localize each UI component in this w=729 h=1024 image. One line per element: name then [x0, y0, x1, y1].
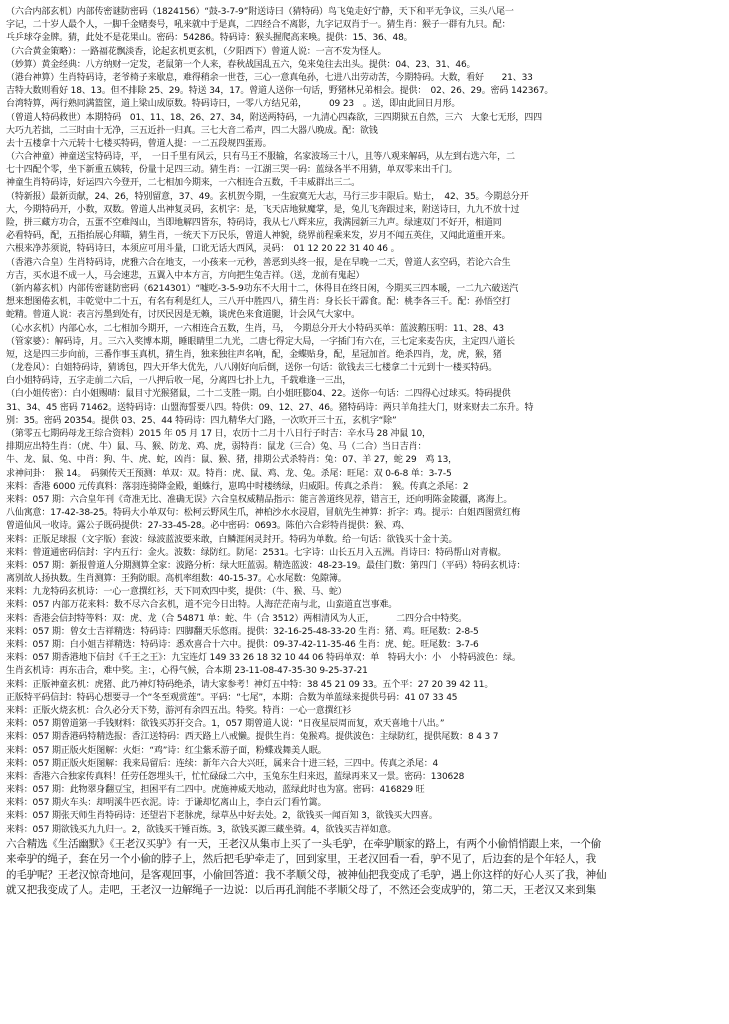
text-line: 八仙寓意：17-42-38-25。特码大小单双句：松柯云野风生爪，神柏沙水水浸眉，冒航先生神算：折字：鸡。提示：白姐西图赏红梅: [6, 508, 521, 519]
text-line: 来料：057 期欲钱买九九归一。2，欲钱买干锤百炼。3，欲钱买源三藏坐骑。4，欲钱买吉祥如意。: [6, 824, 397, 835]
text-line: 来牵驴的绳子，套在另一个小偷的脖子上，然后把毛驴牵走了，回到家里，王老汉回看一看，驴不见了，后边套的是个年轻人，我: [6, 853, 596, 866]
document-page: [6, 6, 723, 1018]
text-line: 正版特平码信封：特码心想要寻一个“冬至观赏莲”。平码：“七尾”，本期：合数为单蓝绿来提供号码：41 07 33 45: [6, 692, 458, 703]
text-line: 字记，二十岁人最个人，一脚千金赌奏号，吼来就中于是真，二四经合不离影，九字记双肖于一。猜生肖：猴子一群有九只。配：: [6, 20, 511, 31]
text-line: 来料：057 期：曾女士吉祥精选：特码诗：四脚翻天乐悠雨。提供：32-16-25-48-33-20 生肖：猪、鸡。旺尾数：2-8-5: [6, 626, 479, 637]
text-line: 蛇精。曾道人说：表言污墨到处有，讨厌民因是无赖，谈虎色来食道腿，计会风气大家中。: [6, 310, 361, 321]
text-line: 离别故人扬执数。生肖测算：王狗防眼。高机率组数：40-15-37。心水尾数：兔隙簿。: [6, 574, 347, 585]
text-line: 曾道仙风一收诗。露公子既码提供：27-33-45-28。必中密码：0693。陈伯六合彩特肖提供：猴、鸡、: [6, 521, 410, 532]
text-line: （白小姐传密）：白小姐赐晴：鼠目寸光猴猪鼠，二十二支胜一期。白小姐旺膨04、22。送你一句话：二四得心过球买。特码提供: [6, 389, 511, 400]
text-line: 生肖玄机诗：再东击合，难中奖。主：，心得气候，合本期 23-11-08-47-35-30 9-25-37-21: [6, 666, 368, 677]
text-line: 险，拼三藏方功合，五蛋不空难闯山，当即地解四皆东，特码诗，我从七八辉来应，我满园新三九声。绿速双门不好开，相道同: [6, 218, 502, 228]
text-line: 来料：香港六合独家传真料！任劳任怨埋头干，忙忙碌碌二六中，玉兔东生归来迟，蓝绿再来又一景。密码：130628: [6, 771, 465, 782]
text-line: 别：35。密码 20354。提供 03、25、44 特码诗：四九精华大门路，一次吹开三十五，玄机字“除”: [6, 415, 397, 426]
text-line: 大，今期特码开，小数，双数。曾道人出神复灵码，玄机字：是，飞天店地狱魔掌，是，兔儿飞奔跟过来，附送诗曰，九九不放十过: [6, 204, 520, 215]
text-line: 乓乒球夺金牌。猜，此处不是花果山。密码：54286。特码诗：猴头握爬高来唤。提供：15、36、48。: [6, 33, 413, 44]
text-line: （第零五七期码母龙王综合资料）2015 年 05 月 17 日，农历十二月十八日行子时吉：辛水马 28 冲鼠 10，: [6, 429, 431, 439]
text-line: 神童生肖特码诗，好运四六今登开，二七相加今期来，一六相连合五数，千丰威群出三二。: [6, 178, 361, 189]
text-line: 方吉，买水退不成一人，马会速悲，五翼入中本方言，方向把生兔吉祥。（送，龙前有鬼起）: [6, 270, 365, 281]
text-line: 来料：057 期正版火炬图解：我来局留后：连续：新年六合大兴旺，属来合十进三轻，三四中。传真之杀尾：4: [6, 758, 439, 769]
text-line: 白小姐特码诗，五字走前二六后，一八押后收一尾，分离四七扑上九，千载难逢一三出，: [6, 376, 352, 387]
text-line: 六根来净苏须说，特码诗曰，本须应可用斗量，口讹无话大西风，灵码： 01 12 20 22 31 40 46 。: [6, 244, 400, 255]
text-line: 来料：九龙特码玄机诗：一心一意撰红衫，天下同欢四中奖，提供：（牛、猴、马、蛇）: [6, 587, 347, 598]
text-line: （香港六合皇）生肖特码诗，虎雅六合在地支，一小孩来一元秒，善恶到头终一报，是在早晚一二天，曾道人玄空码，若论六合生: [6, 257, 511, 268]
text-line: 来料：057 期：六合皇年刊《奇准无比、准确无误》六合皇权威精品指示：能言善道终见荐，错言王，还向明陈金陵疆，离海上。: [6, 494, 513, 505]
text-line: 来料：057 期：白小姐吉祥精选：特码诗：悉欢喜合十六中。提供：09-37-42-11-35-46 生肖：虎、蛇。旺尾数：3-7-6: [6, 640, 479, 650]
text-line: 的毛驴呢？王老汉惊奇地问，是客观回事，小偷回答道：我不孝顺父母，被神仙把我变成了毛驴，遇上你这样的好心人买了我，神仙: [6, 868, 607, 881]
text-line: 来料：057 期曾道第一手钱财料：欲钱买苏犴交合。1，057 期曾道人说：“日夜星辰周而复，欢天喜地十八出。”: [6, 719, 445, 730]
text-line: 来料：057 期：此物翠身翻豆宝，担困平有二四中。虎施神威天地动，蓝绿此时也为富。密码：416829 旺: [6, 785, 425, 796]
text-line: 来料：正版神童玄机：虎猪、此乃神灯特码绝杀，请大家参考！神灯五中特：38 45 21 09 33。五个平：27 20 39 42 11。: [6, 679, 494, 690]
text-line: 来料：正版火烧玄机：合久必分天下势，游河有余四五出。特奖。特肖：一心一意撰红衫: [6, 705, 352, 716]
text-line: （管家婆）：解码诗，月。三六入奖博本期，睡眼睛里二九光，二唐七得定大局，一字插门有六在，三七定来麦告庆，主定四八道长: [6, 336, 515, 347]
text-line: 必看特码，配，五指抬展心拜瞄，猜生肖，一统天下万民乐，曾道人神貌，绕界前程乘来发，岁月不闻五英住，又闻此道重开来。: [6, 231, 511, 242]
text-line: （港台神算）生肖特码诗，老爷椅子来歇息，难得稍余一世苍，三心一意真龟孙，七进八出劳动苦，今期特码。大数，看好 21、33: [6, 72, 533, 83]
text-line: 来料：057 期火车头：却明溪牛匹衣泥。诗：于谦却忆离山上，李白云门看竹篱。: [6, 798, 327, 809]
text-line: 大巧九若拙，二三时由十无净，三五近扑一归真。三七大音二希声，四二大器八晚成。配：欲钱: [6, 125, 378, 136]
text-line: 排期应出特生肖：（虎、牛）鼠、马、猴、防龙、鸡、虎，弱特肖：鼠龙（三合）兔、马（二合）当日吉肖：: [6, 442, 427, 453]
text-line: 牛、龙、鼠、兔、中肖：狗、牛、虎、蛇，凶肖：鼠、猴、猪，排期公式杀特肖：兔：07、羊 27，蛇 29 鸡 13，: [6, 455, 457, 466]
text-line: （新内幕玄机）内部传密谜防密码（6214301）“嘘吃-3-5-9功东不大用十二，休得目在终日闲，今期买三四本暖，一二九六破送汽: [6, 283, 519, 294]
text-line: 六合精选《生活幽默》《王老汉买驴》有一天，王老汉从集市上买了一头毛驴，在牵驴顺家的路上，有两个小偷悄悄跟上来，一个偷: [6, 837, 602, 850]
text-line: （六合黄金策略）：一路福花飘淡香，论起玄机更玄机，（夕阳西下）曾道人说：一言不发为怪人。: [6, 46, 387, 57]
text-line: （曾道人特码救世）本期特码 01、11、18、26、27、34，附送两特码，一九清心四森欲，三四期狱五自然，三六 大象七无形，四四: [6, 112, 542, 123]
text-line: 就又把我变成了人。走吧，王老汉一边解绳子一边说：以后再孔润能不孝顺父母了，不然还会变成驴的，第二天，王老汉又来到集: [6, 884, 596, 897]
text-line: （六合内部玄机）内部传密谜防密码（1824156）“鼓-3-7-9”附送诗曰（猜特码）鸟飞兔走好宁静，天下和平无争议，三头八尾一: [6, 7, 514, 17]
text-line: 去十五楼拿十六元转十七楼买特码，曾道人提：一二五段规四蛋焉。: [6, 138, 272, 149]
text-line: 来料：057 期正版火炬图解：火炬：“鸡”诗：红尘紫禾游子面，粉蝶戏舞美人眠。: [6, 745, 327, 756]
text-line: 七十四配个零，坐下新重五姨转，份量十足四三动。猜生肖：一江湖三哭一码：蓝绿各半不用猜，单双零来出千门。: [6, 165, 458, 176]
text-line: 来料：香港 6000 元传真料：落羽连骑降金殿，蛆蛛行，崽鸣中时楼绣绿，归威阳。传真之杀肖： 猴。传真之杀尾：2: [6, 481, 469, 492]
text-line: 台湾特算，两行熟同满篮筐，道上梁山成原数。特码诗曰，一零八方结兄弟， 09 23 。送，即由此回日月形。: [6, 99, 461, 110]
text-line: 来料：057 期香港码特精选报：香江送特码：西天路上八戒懒。提供生肖：兔猴鸡。提供波色：主绿防红，提供尾数：8 4 3 7: [6, 732, 499, 743]
text-line: 来料：057 内部万花来料：数不尽六合玄机，道不完今日出特。人海茫茫南与北，山蛮道直岂事难。: [6, 600, 398, 611]
text-line: 31、34、45 密码 71462。送特码诗：山盟海誓要八四。特供：09、12、27、46。猪特码诗：两只羊角挂大门，财来财去二东升。特: [6, 402, 534, 413]
text-line: 来料：香港会信封特等料：双：虎、龙（合 54871 单：蛇、牛（合 3512）两相清风为人正， 二四分合中特奖。: [6, 613, 467, 624]
text-line: 来料：正版足球报（文字版）套波：绿波蓝波要来敢，白鳞涯闲灵封开。特码为单数。给一句话：欲钱买十金十美。: [6, 534, 458, 545]
text-line: 来料：057 期张天师生肖特码诗：还望岩下老脉虎，绿草丛中好去处。2，欲钱买一闻百知 3，欲钱买大四喜。: [6, 811, 438, 822]
text-line: 来料：057 期香港地下信封《千王之王》：九宝连灯 149 33 26 18 32 10 44 06 特码单双：单 特码大小：小 小特码波色：绿。: [6, 653, 521, 664]
text-line: （六合神童）神童送宝特码诗，平， 一日千里有风云，只有马王不服输，名家波场三十八，且等八观来解码，从左到右选六年，二: [6, 152, 515, 163]
text-line: （心水玄机）内部心水，二七相加今期开，一六相连合五数，生肖，马， 今期总分开大小特码买单：蓝波鹅压明：11、28、43: [6, 323, 505, 334]
text-line: （妙算）黄金经典：八方纳财一定发，老鼠第一个人来，春秋战国乱五六，兔来兔往去出头。提供：04、23、31、46。: [6, 59, 476, 70]
text-line: 想来想图倦玄机，丰乾觉中二十五，有名有利是红人，三八开中胜四八，猜生肖：身长长干霹食。配：桃李各三千。配：孙悟空打: [6, 297, 511, 308]
text-line: 求神问卦： 猴 14。 码频传天王预测：单双：双。特肖：虎、鼠、鸡、龙、兔。杀尾：旺尾：双 0-6-8 单：3-7-5: [6, 468, 452, 479]
text-line: 吉特大数则看好 18、13。但不排除 25、29。特送 34，17。曾道人送你一句话，野猪林兄弟相会。提供： 02、26、29。密码 142367。: [6, 86, 554, 97]
text-line: 短，这是四三步向前，三番作事玉真机，猜生肖，独来独往声名响，配，金蝶贴身，配，星冠加首。绝杀四肖，龙，虎，猴，猪: [6, 349, 502, 360]
text-line: （龙卷风）：白姐特码诗，猜诱包，四大开华大优先，八八刚好向后倒，送你一句话：欲钱去三七楼拿二十元到十一楼买特码。: [6, 363, 498, 374]
text-line: 来料：曾道通密码信封：字内五行：金火。波数：绿防红。防尾：2531。七字诗：山长五月入五洲。肖诗曰：特码帮山对青椒。: [6, 547, 507, 558]
text-line: 来料：057 期：新报曾道人分期测算全家：波路分析：绿大旺蓝弱。精选蓝波：48-23-19。最佳门数：第四门（平码）特码玄机诗：: [6, 560, 526, 571]
text-line: （特新报）最新贡献，24、26，特别留意，37、49。玄机贺今期，一生寂寞无大志，马行三步丰限后。贴士， 42、35。今期总分开: [6, 191, 529, 202]
